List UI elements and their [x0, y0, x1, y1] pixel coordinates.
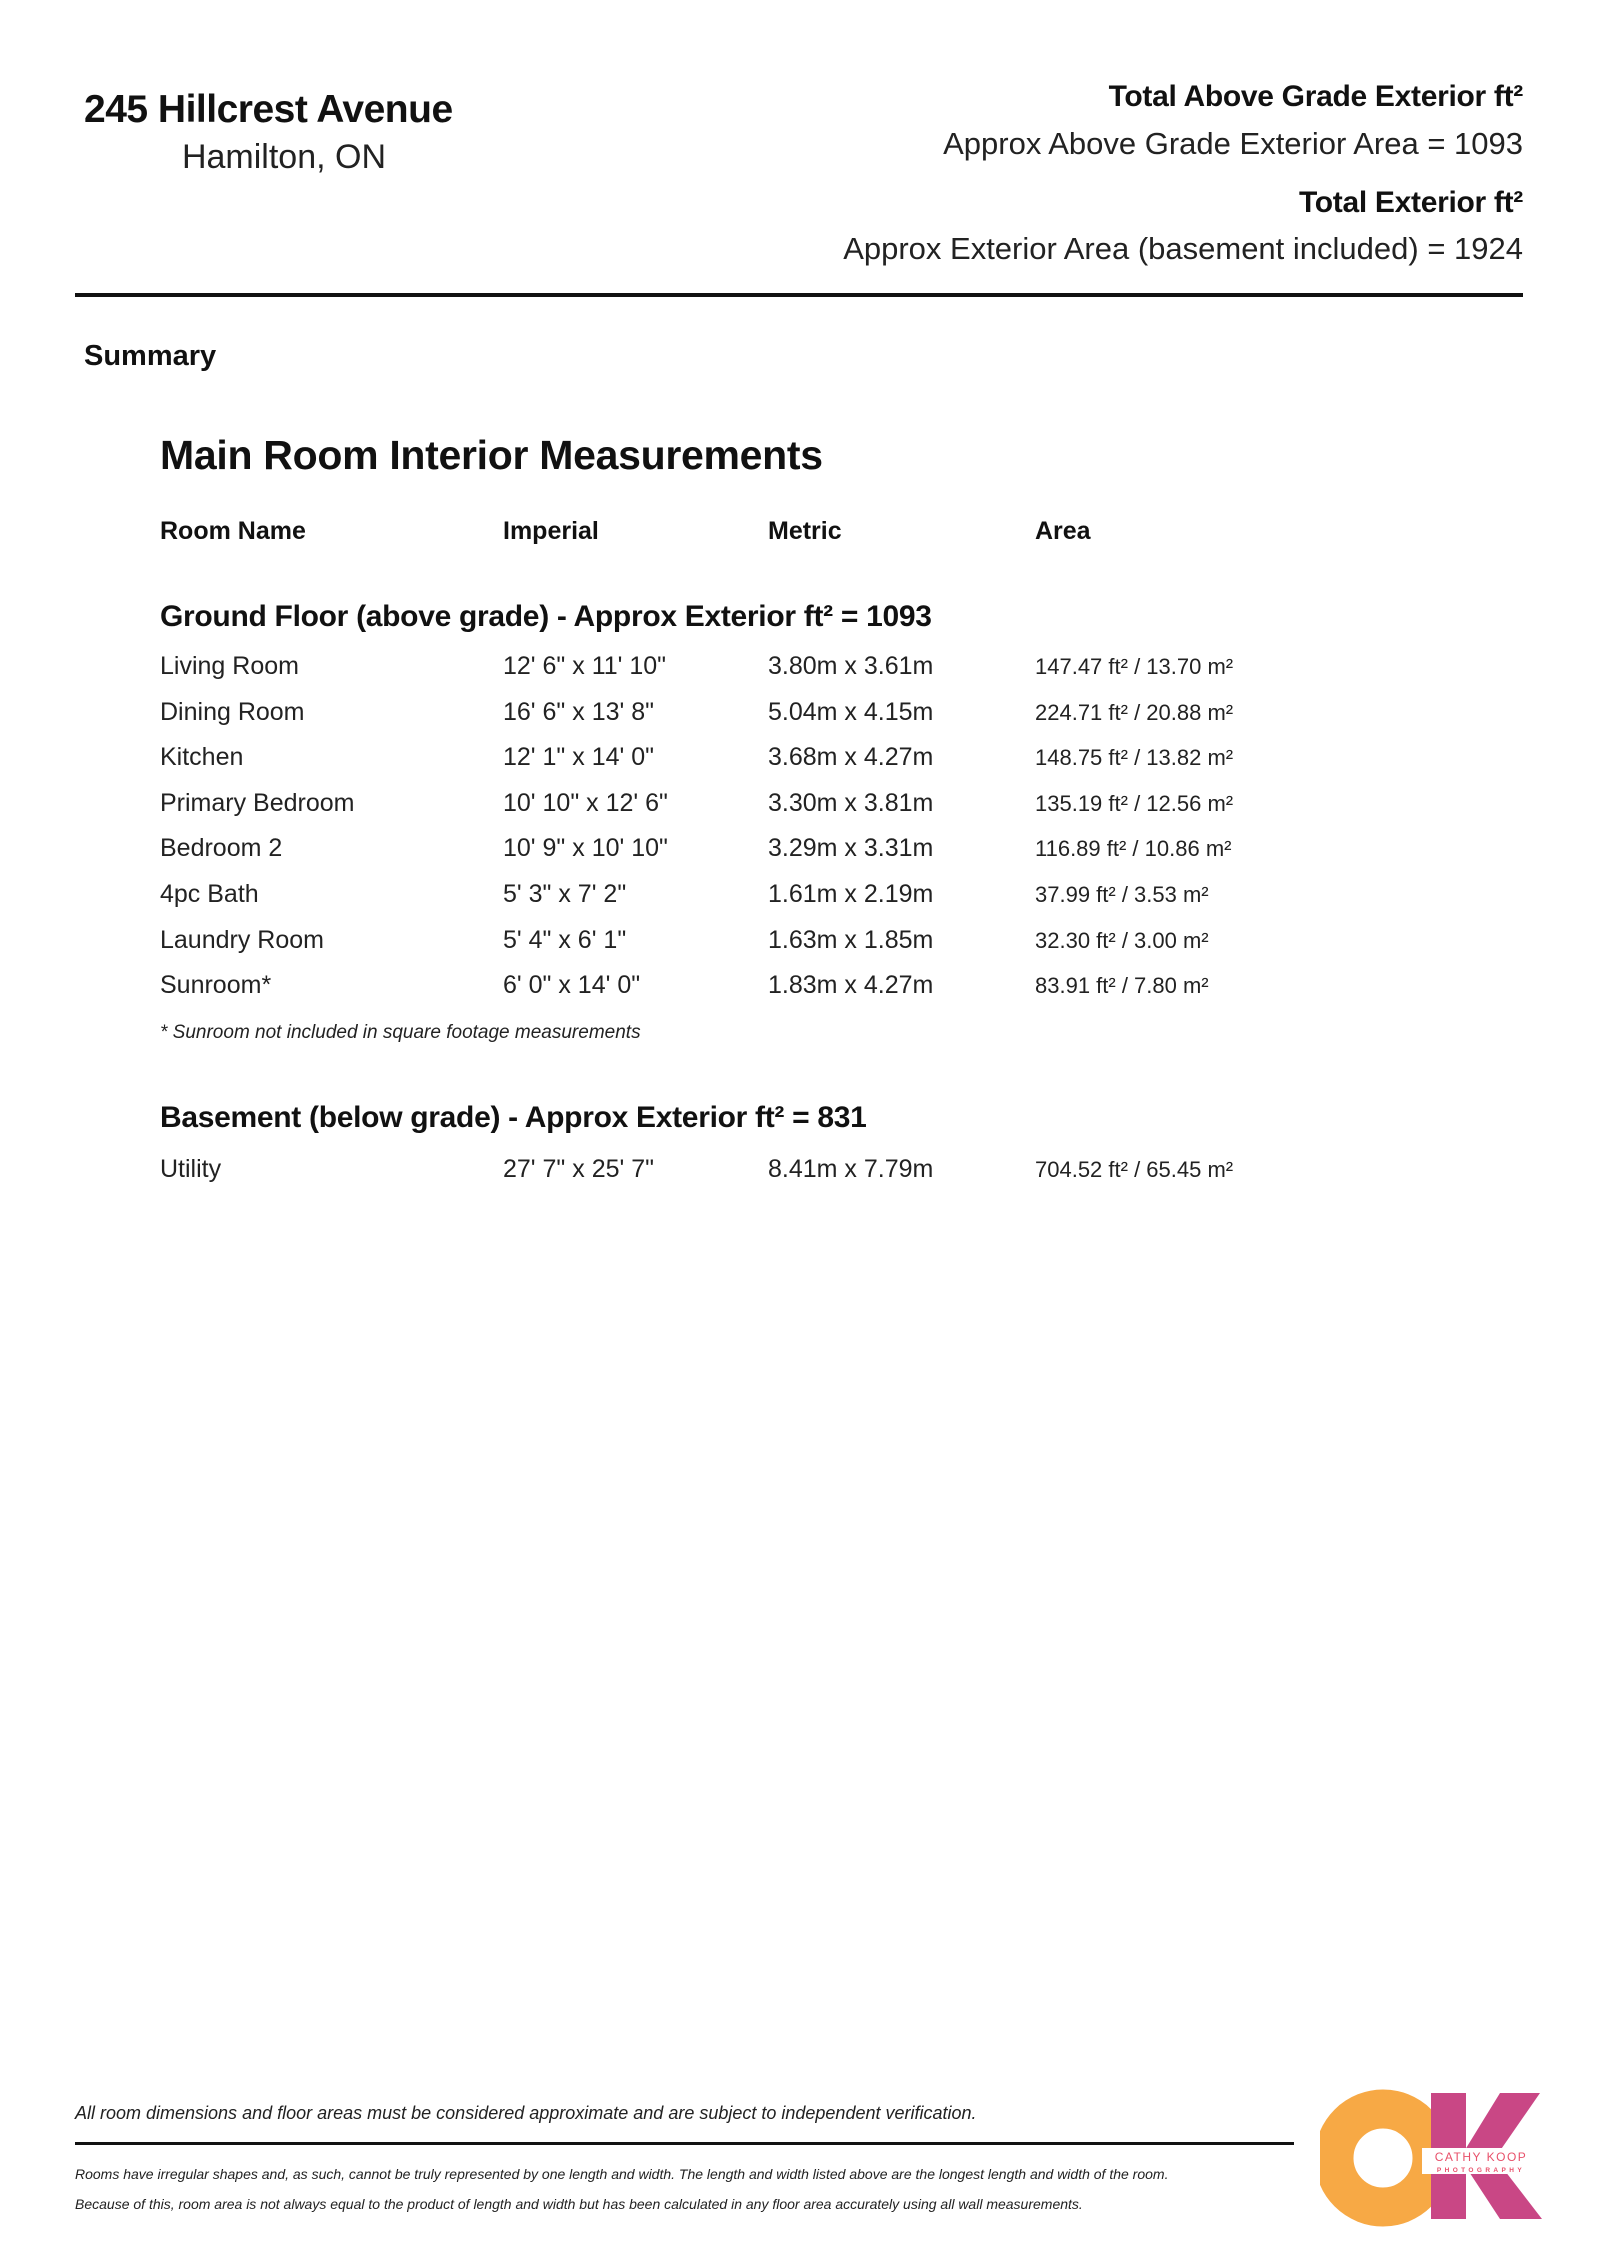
cell-imperial: 6' 0" x 14' 0" [503, 971, 641, 1000]
cell-area: 135.19 ft² / 12.56 m² [1035, 790, 1234, 816]
above-grade-value: Approx Above Grade Exterior Area = 1093 [943, 126, 1523, 161]
cell-metric: 1.63m x 1.85m [768, 925, 934, 954]
sunroom-note: * Sunroom not included in square footage measurements [160, 1022, 641, 1043]
section-heading: Basement (below grade) - Approx Exterior ft² = 831 [160, 1101, 867, 1134]
cell-room-name: Laundry Room [160, 925, 324, 954]
cell-room-name: Sunroom* [160, 971, 272, 1000]
cell-area: 83.91 ft² / 7.80 m² [1035, 973, 1209, 999]
cell-room-name: Bedroom 2 [160, 834, 283, 863]
cell-area: 704.52 ft² / 65.45 m² [1035, 1157, 1234, 1182]
cell-metric: 8.41m x 7.79m [768, 1155, 934, 1183]
summary-heading: Summary [84, 340, 217, 372]
property-city: Hamilton, ON [181, 138, 387, 176]
cell-imperial: 12' 1" x 14' 0" [503, 743, 655, 772]
logo-mark-icon [1320, 2088, 1570, 2228]
cell-imperial: 5' 3" x 7' 2" [503, 880, 627, 908]
cell-room-name: Living Room [160, 652, 299, 680]
cell-imperial: 27' 7" x 25' 7" [503, 1155, 655, 1183]
total-exterior-value: Approx Exterior Area (basement included) = 1924 [843, 231, 1523, 266]
cell-area: 116.89 ft² / 10.86 m² [1035, 836, 1232, 862]
cell-imperial: 5' 4" x 6' 1" [503, 925, 627, 954]
footer-fine-print-2: Because of this, room area is not always equal to the product of length and width but has been calculated in any floor area accurately using all wall measurements. [75, 2196, 1083, 2212]
cell-imperial: 12' 6" x 11' 10" [503, 652, 667, 680]
total-exterior-title: Total Exterior ft² [1298, 186, 1523, 219]
column-header-imperial: Imperial [503, 517, 599, 545]
column-header-metric: Metric [768, 517, 842, 545]
cell-room-name: Primary Bedroom [160, 788, 355, 817]
svg-text:PHOTOGRAPHY: PHOTOGRAPHY [1436, 2167, 1526, 2174]
footer-disclaimer: All room dimensions and floor areas must be considered approximate and are subject to independent verification. [75, 2103, 977, 2123]
footer-divider [75, 2142, 1294, 2145]
svg-text:CATHY KOOP: CATHY KOOP [1434, 2150, 1528, 2164]
cell-area: 147.47 ft² / 13.70 m² [1035, 654, 1234, 679]
footer-fine-print-1: Rooms have irregular shapes and, as such, cannot be truly represented by one length and width. The length and width listed above are the longest length and width of the room. [75, 2166, 1169, 2182]
cell-imperial: 16' 6" x 13' 8" [503, 697, 655, 726]
header-divider [75, 293, 1523, 297]
cell-room-name: Utility [160, 1155, 222, 1183]
cell-room-name: Kitchen [160, 743, 244, 772]
main-title: Main Room Interior Measurements [160, 432, 823, 478]
cell-metric: 3.80m x 3.61m [768, 652, 934, 680]
cell-metric: 3.30m x 3.81m [768, 788, 934, 817]
cell-metric: 3.29m x 3.31m [768, 834, 934, 863]
property-address: 245 Hillcrest Avenue [84, 88, 453, 131]
column-header-room-name: Room Name [160, 517, 306, 545]
cell-metric: 1.61m x 2.19m [768, 880, 934, 908]
cell-imperial: 10' 10" x 12' 6" [503, 788, 668, 817]
cell-metric: 3.68m x 4.27m [768, 743, 934, 772]
cell-imperial: 10' 9" x 10' 10" [503, 834, 668, 863]
cell-area: 224.71 ft² / 20.88 m² [1035, 699, 1234, 725]
column-header-area: Area [1035, 517, 1091, 545]
cell-area: 32.30 ft² / 3.00 m² [1035, 927, 1209, 953]
cell-metric: 5.04m x 4.15m [768, 697, 934, 726]
cathy-koop-logo [1320, 2088, 1570, 2228]
cell-room-name: 4pc Bath [160, 880, 259, 908]
cell-room-name: Dining Room [160, 697, 305, 726]
cell-area: 37.99 ft² / 3.53 m² [1035, 882, 1209, 907]
above-grade-title: Total Above Grade Exterior ft² [1108, 80, 1523, 113]
cell-metric: 1.83m x 4.27m [768, 971, 934, 1000]
section-heading: Ground Floor (above grade) - Approx Exterior ft² = 1093 [160, 600, 932, 633]
cell-area: 148.75 ft² / 13.82 m² [1035, 745, 1234, 771]
